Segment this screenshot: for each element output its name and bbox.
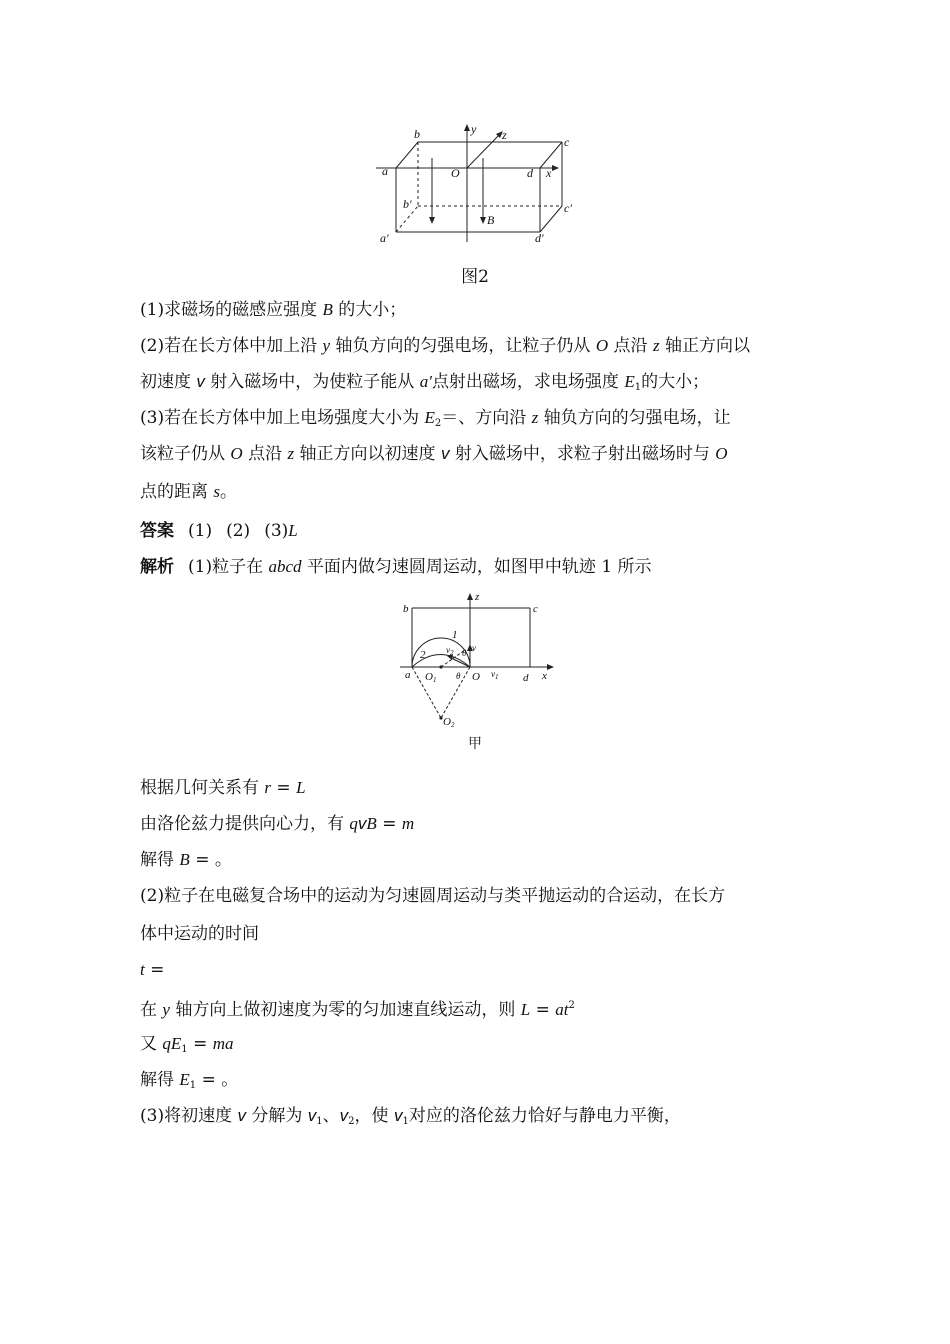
solution-line-5: 体中运动的时间 [140,924,259,944]
label-O2: O2 [443,716,455,729]
label-d-prime: d′ [535,231,544,245]
label-c-prime: c′ [564,201,572,215]
question-1: (1)求磁场的磁感应强度 B 的大小； [140,300,407,320]
solution-line-10: (3)将初速度 v 分解为 $v_1$、$v_2$，使 $v_1$对应的洛伦兹力恰好与静电力平衡， [140,1106,681,1127]
label-v1: $v_1$ [491,669,499,681]
label-theta-bottom: θ [456,671,461,681]
question-3-line-2: 该粒子仍从 O 点沿 z 轴正方向以初速度 v 射入磁场中，求粒子射出磁场时与 O [140,444,728,464]
question-3-line-1: (3)若在长方体中加上电场强度大小为 $E_2=$、方向沿 z 轴负方向的匀强电场，让 [140,408,731,429]
question-2-line-2: 初速度 v 射入磁场中，为使粒子能从 a′点射出磁场，求电场强度 $E_1$的大小； [140,372,710,393]
label-a: a [405,669,411,681]
answer-label: 答案 [140,521,174,541]
label-d: d [527,166,533,180]
label-theta-top: θ [462,648,467,658]
label-v: v [472,643,476,653]
label-2: 2 [420,649,426,661]
label-a-prime: a′ [380,231,389,245]
label-c: c [564,135,570,149]
figure-trajectory [395,590,565,730]
solution-line-7: 在 y 轴方向上做初速度为零的匀加速直线运动，则 $L = at^2$ [140,1000,575,1020]
label-B: B [487,213,495,227]
label-b: b [403,603,409,615]
solution-line-9: 解得 $E_1$ = 。 [140,1070,239,1091]
analysis-label: 解析 [140,557,174,577]
label-v2: $v_2$ [446,645,454,657]
solution-line-3: 解得 B = 。 [140,850,232,870]
solution-line-4: (2)粒子在电磁复合场中的运动为匀速圆周运动与类平抛运动的合运动，在长方 [140,886,726,906]
label-1: 1 [452,629,458,641]
label-z: z [475,591,480,603]
figure2-caption: 甲 [468,736,482,752]
solution-line-2: 由洛伦兹力提供向心力，有 qvB = m [140,814,415,834]
label-z: z [502,128,507,142]
label-O: O [472,671,480,683]
label-O: O [451,166,460,180]
answer-line: 答案 (1) (2) (3)L [140,521,298,541]
figure-caption: 图2 [461,267,489,287]
label-O1: O1 [425,671,437,684]
solution-line-8: 又 $qE_1$ = ma [140,1034,234,1055]
label-y: y [471,122,477,136]
label-x: x [542,670,547,682]
label-b: b [414,127,420,141]
solution-line-1: 根据几何关系有 r = L [140,778,306,798]
solution-line-6: t = [140,960,165,980]
label-x: x [546,166,552,180]
label-a: a [382,164,388,178]
label-c: c [533,603,538,615]
question-2-line-1: (2)若在长方体中加上沿 y 轴负方向的匀强电场，让粒子仍从 O 点沿 z 轴正方向以 [140,336,750,356]
label-b-prime: b′ [403,197,412,211]
figure-cuboid [370,120,590,250]
question-3-line-3: 点的距离 s。 [140,482,238,502]
analysis-line: 解析 (1)粒子在 abcd 平面内做匀速圆周运动，如图甲中轨迹 1 所示 [140,557,652,577]
label-d: d [523,672,529,684]
